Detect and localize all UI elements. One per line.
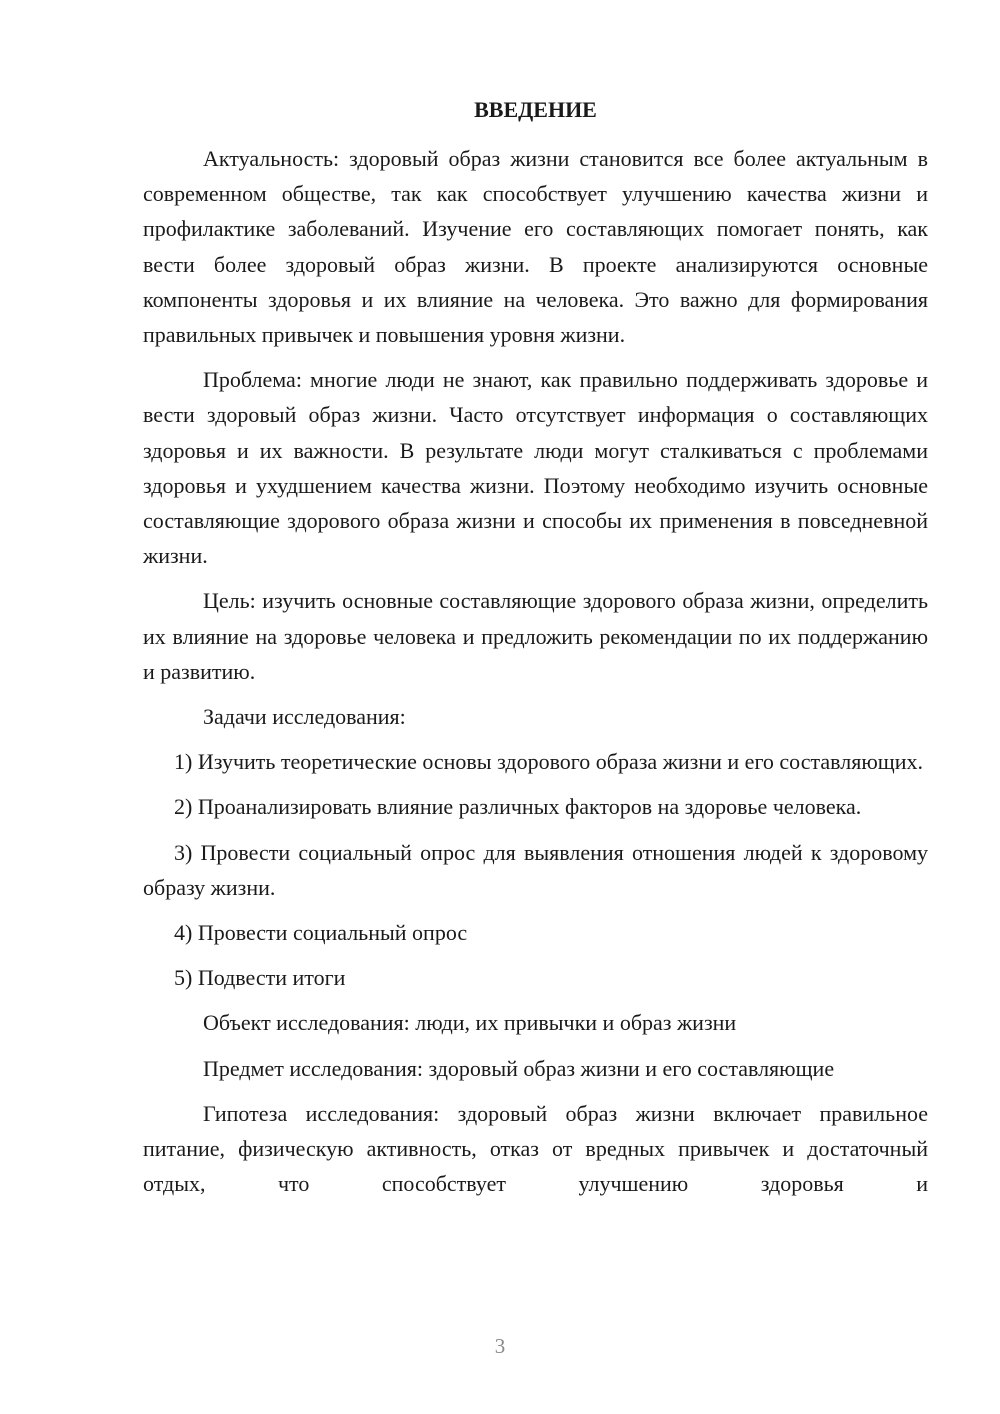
- paragraph-relevance: Актуальность: здоровый образ жизни становится все более актуальным в современном обществе, так как способствует улучшению качества жизни и профилактике заболеваний. Изучение его составляющих помогает понять, как вести более здоровый образ жизни. В проекте анализируются основные компоненты здоровья и их влияние на человека. Это важно для формирования правильных привычек и повышения уровня жизни.: [143, 146, 928, 348]
- task-item-1: 1) Изучить теоретические основы здорового образа жизни и его составляющих.: [174, 749, 923, 775]
- section-title: ВВЕДЕНИЕ: [474, 97, 597, 122]
- task-item-2: 2) Проанализировать влияние различных факторов на здоровье человека.: [174, 794, 862, 820]
- page-number: 3: [494, 1334, 506, 1358]
- task-item-4: 4) Провести социальный опрос: [174, 920, 468, 946]
- paragraph-problem: Проблема: многие люди не знают, как правильно поддерживать здоровье и вести здоровый образ жизни. Часто отсутствует информация о составляющих здоровья и их важности. В результате люди могут сталкиваться с проблемами здоровья и ухудшением качества жизни. Поэтому необходимо изучить основные составляющие здорового образа жизни и способы их применения в повседневной жизни.: [143, 367, 928, 569]
- task-item-3: 3) Провести социальный опрос для выявления отношения людей к здоровому образу жизни.: [143, 839, 928, 900]
- paragraph-tasks-heading: Задачи исследования:: [203, 704, 406, 730]
- paragraph-subject: Предмет исследования: здоровый образ жизни и его составляющие: [203, 1055, 835, 1081]
- paragraph-goal: Цель: изучить основные составляющие здорового образа жизни, определить их влияние на здоровье человека и предложить рекомендации по их поддержанию и развитию.: [143, 588, 928, 684]
- paragraph-object: Объект исследования: люди, их привычки и образ жизни: [203, 1010, 737, 1036]
- document-page: [143, 92, 928, 1211]
- task-item-5: 5) Подвести итоги: [174, 965, 346, 991]
- paragraph-hypothesis: Гипотеза исследования: здоровый образ жизни включает правильное питание, физическую активность, отказ от вредных привычек и достаточный отдых, что способствует улучшению здоровья и: [143, 1100, 928, 1197]
